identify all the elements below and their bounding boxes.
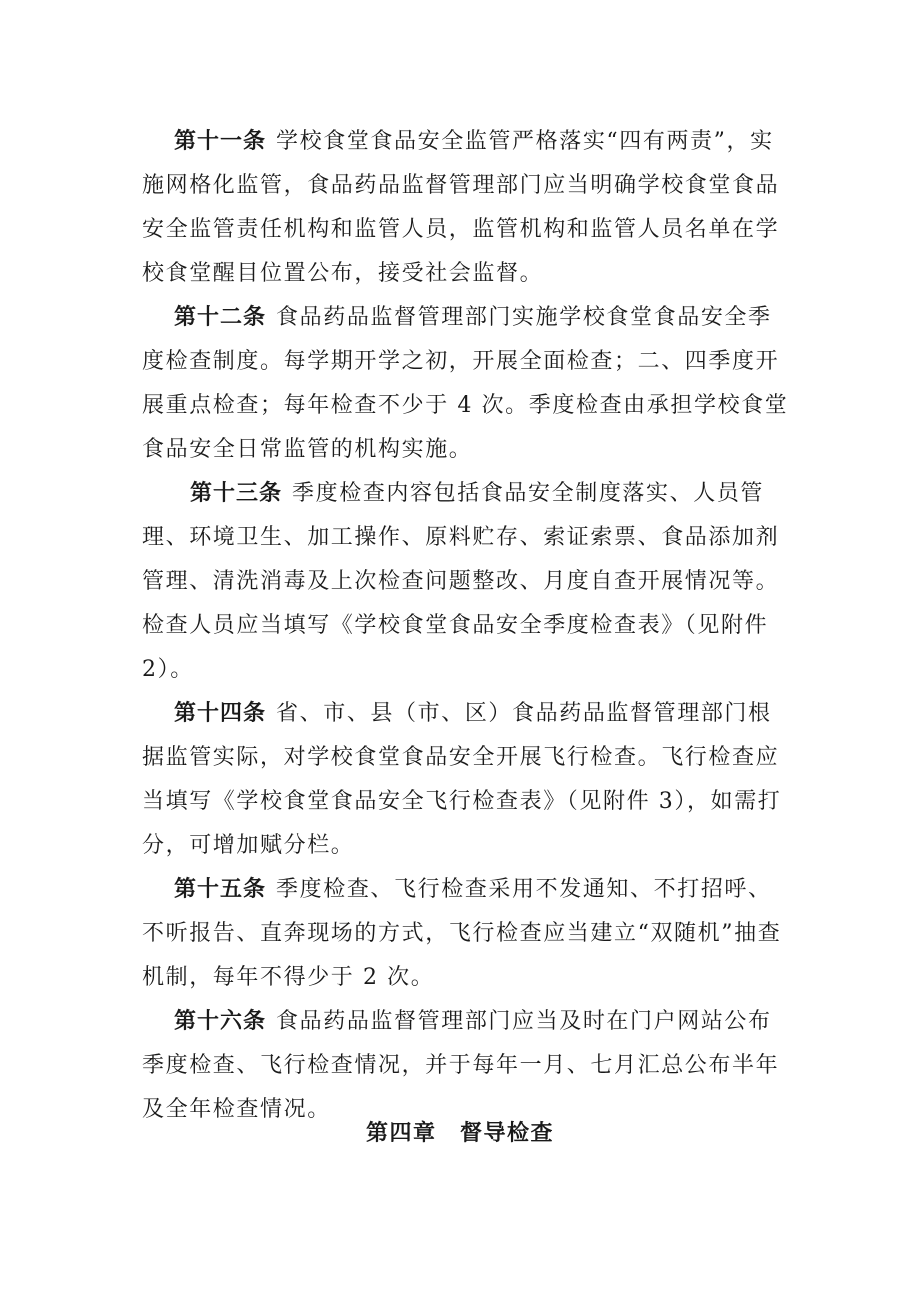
article-14-text: 省、市、县（市、区）食品药品监督管理部门根据监管实际，对学校食堂食品安全开展飞行检查。飞行检查应当填写《学校食堂食品安全飞行检查表》（见附件 3），如需打分，可增加赋分栏。 <box>142 701 782 858</box>
article-13-text: 季度检查内容包括食品安全制度落实、人员管理、环境卫生、加工操作、原料贮存、索证索票、食品添加剂管理、清洗消毒及上次检查问题整改、月度自查开展情况等。检查人员应当填写《学校食堂食品安全季度检查表》（见附件 2）。 <box>142 481 780 682</box>
article-15 <box>142 868 792 1000</box>
article-16-heading: 第十六条 <box>174 1009 267 1034</box>
article-11-heading: 第十一条 <box>174 129 267 154</box>
article-12 <box>142 296 792 472</box>
article-13 <box>142 472 792 692</box>
article-14-heading: 第十四条 <box>174 701 267 726</box>
article-15-heading: 第十五条 <box>174 877 267 902</box>
article-16-text: 食品药品监督管理部门应当及时在门户网站公布季度检查、飞行检查情况，并于每年一月、七月汇总公布半年及全年检查情况。 <box>142 1009 780 1122</box>
chapter-title: 第四章 督导检查 <box>365 1121 554 1146</box>
article-11-text: 学校食堂食品安全监管严格落实“四有两责”，实施网格化监管，食品药品监督管理部门应当明确学校食堂食品安全监管责任机构和监管人员，监管机构和监管人员名单在学校食堂醒目位置公布，接受社会监督。 <box>142 129 780 286</box>
article-13-heading: 第十三条 <box>190 481 283 506</box>
article-12-text: 食品药品监督管理部门实施学校食堂食品安全季度检查制度。每学期开学之初，开展全面检查；二、四季度开展重点检查；每年检查不少于 4 次。季度检查由承担学校食堂食品安全日常监管的机构实施。 <box>142 305 789 462</box>
article-11 <box>142 120 792 296</box>
article-12-heading: 第十二条 <box>174 305 267 330</box>
article-14 <box>142 692 792 868</box>
article-15-text: 季度检查、飞行检查采用不发通知、不打招呼、不听报告、直奔现场的方式，飞行检查应当建立“双随机”抽查机制，每年不得少于 2 次。 <box>142 877 782 990</box>
